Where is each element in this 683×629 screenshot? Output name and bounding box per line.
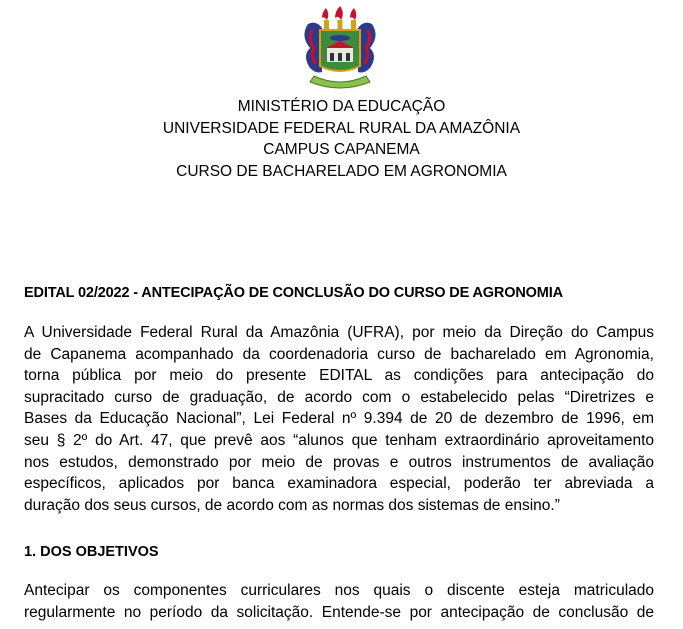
objectives-paragraph [24,580,654,623]
paragraph-line: Antecipar os componentes curriculares nos quais o discente esteja matriculado [24,582,654,599]
paragraph-line: seu § 2º do Art. 47, que prevê aos “alunos que tenham extraordinário aproveitamento [24,431,654,449]
section-heading-objectives: 1. DOS OBJETIVOS [24,544,159,560]
paragraph-line: Bases da Educação Nacional”, Lei Federal nº 9.394 de 20 de dezembro de 1996, em [24,410,654,428]
header-university: UNIVERSIDADE FEDERAL RURAL DA AMAZÔNIA [162,119,521,137]
university-logo [296,6,384,90]
coat-of-arms-icon [296,6,384,90]
paragraph-line: regularmente no período da solicitação. Entende-se por antecipação de conclusão de [24,603,654,621]
paragraph-line: duração dos seus cursos, de acordo com as normas dos sistemas de ensino.” [24,496,560,514]
paragraph-line: A Universidade Federal Rural da Amazônia (UFRA), por meio da Direção do Campus [24,324,654,341]
institution-header [0,96,683,182]
paragraph-line: supracitado curso de graduação, de acordo com o estabelecido pelas “Diretrizes e [24,388,654,406]
paragraph-line: torna pública por meio do presente EDITAL as condições para antecipação do [24,367,654,385]
document-title: EDITAL 02/2022 - ANTECIPAÇÃO DE CONCLUSÃO DO CURSO DE AGRONOMIA [24,285,563,301]
intro-paragraph [24,322,654,516]
header-ministry: MINISTÉRIO DA EDUCAÇÃO [237,98,446,115]
header-course: CURSO DE BACHARELADO EM AGRONOMIA [176,162,507,180]
header-campus: CAMPUS CAPANEMA [263,141,420,158]
paragraph-line: específicos, aplicados por banca examinadora especial, poderão ter abreviada a [24,475,654,493]
paragraph-line: nos estudos, demonstrado por meio de provas e outros instrumentos de avaliação [24,453,654,471]
paragraph-line: de Capanema acompanhado da coordenadoria curso de bacharelado em Agronomia, [24,345,654,363]
